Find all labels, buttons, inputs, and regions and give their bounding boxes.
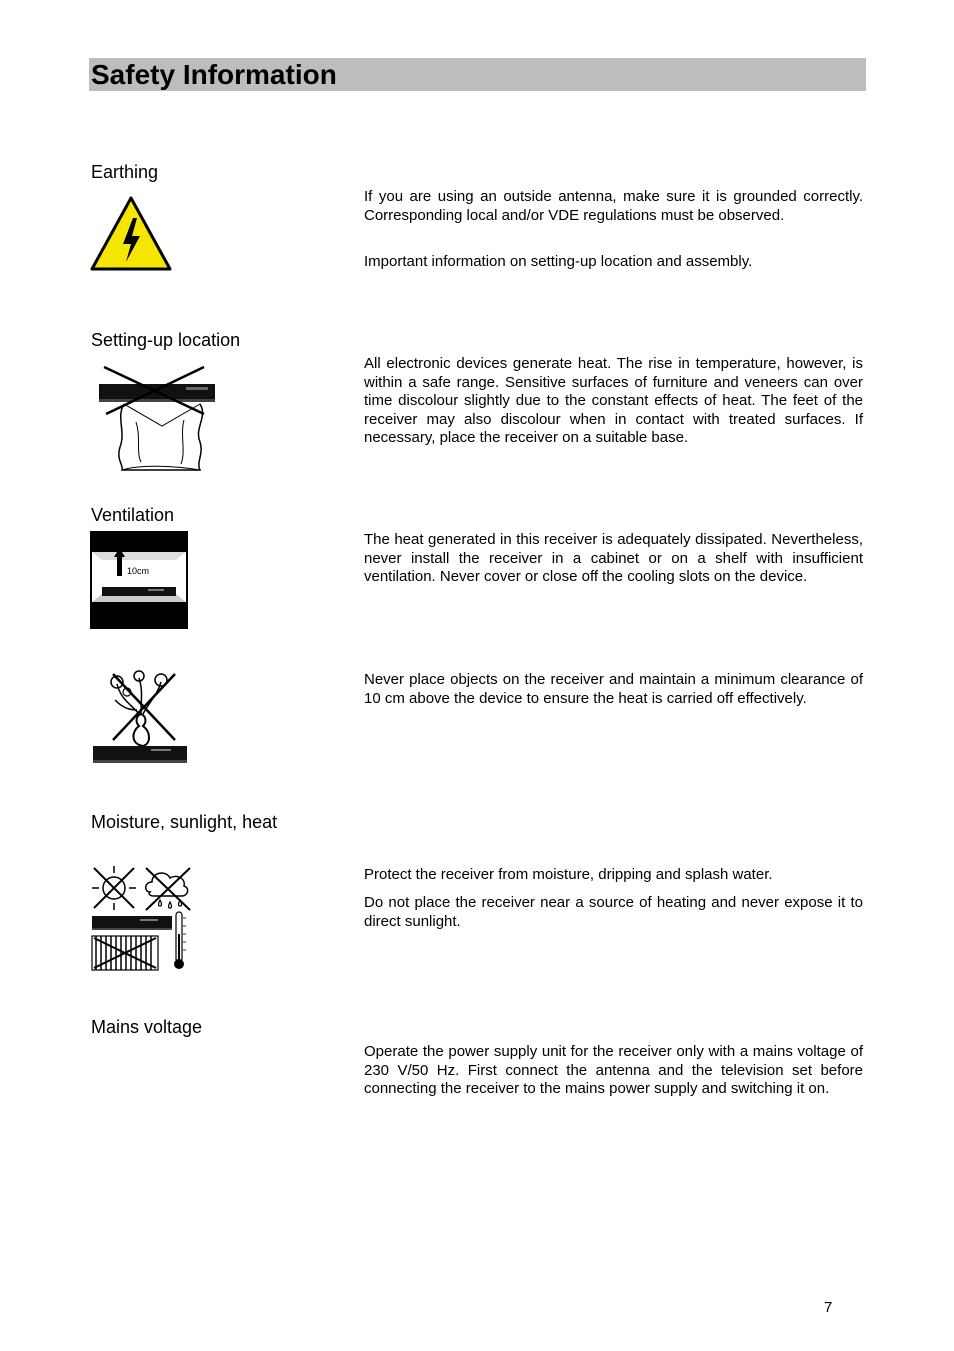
page-title: Safety Information bbox=[91, 59, 337, 90]
heading-earthing: Earthing bbox=[91, 162, 159, 182]
page-number: 7 bbox=[824, 1299, 833, 1316]
heading-setup-location: Setting-up location bbox=[91, 330, 241, 350]
mains-voltage-paragraph: Operate the power supply unit for the receiver only with a mains voltage of 230 V/50 Hz. First connect the antenna and the television set before connecting the receiver to the mains power supply and switching it on. bbox=[364, 1043, 863, 1097]
receiver-in-cabinet-icon bbox=[90, 531, 188, 629]
receiver-on-cloth-crossed-icon bbox=[96, 362, 218, 474]
high-voltage-warning-icon bbox=[90, 196, 172, 271]
title-bar bbox=[89, 58, 866, 91]
sun-rain-heat-crossed-icon bbox=[90, 864, 196, 972]
earthing-paragraph-2: Important information on setting-up location and assembly. bbox=[364, 253, 753, 270]
earthing-paragraph-1: If you are using an outside antenna, make sure it is grounded correctly. Corresponding local and/or VDE regulations must be observed. bbox=[364, 188, 863, 224]
heading-mains-voltage: Mains voltage bbox=[91, 1017, 203, 1037]
clearance-label: 10cm bbox=[127, 566, 150, 576]
vase-on-receiver-crossed-icon bbox=[91, 670, 189, 766]
ventilation-paragraph-1: The heat generated in this receiver is adequately dissipated. Nevertheless, never install the receiver in a cabinet or on a shelf with insufficient ventilation. Never cover or close off the cooling slots on the device. bbox=[364, 531, 863, 585]
setup-location-paragraph: All electronic devices generate heat. The rise in temperature, however, is within a safe range. Sensitive surfaces of furniture and veneers can over time discolour slightly due to the constant effects of heat. The feet of the receiver may also discolour when in contact with treated surfaces. If necessary, place the receiver on a suitable base. bbox=[364, 355, 863, 446]
moisture-paragraph-1: Protect the receiver from moisture, dripping and splash water. bbox=[364, 866, 773, 883]
heading-moisture: Moisture, sunlight, heat bbox=[91, 812, 278, 832]
heading-ventilation: Ventilation bbox=[91, 505, 175, 525]
moisture-paragraph-2: Do not place the receiver near a source of heating and never expose it to direct sunlight. bbox=[364, 894, 863, 930]
ventilation-paragraph-2: Never place objects on the receiver and maintain a minimum clearance of 10 cm above the device to ensure the heat is carried off effectively. bbox=[364, 671, 863, 707]
